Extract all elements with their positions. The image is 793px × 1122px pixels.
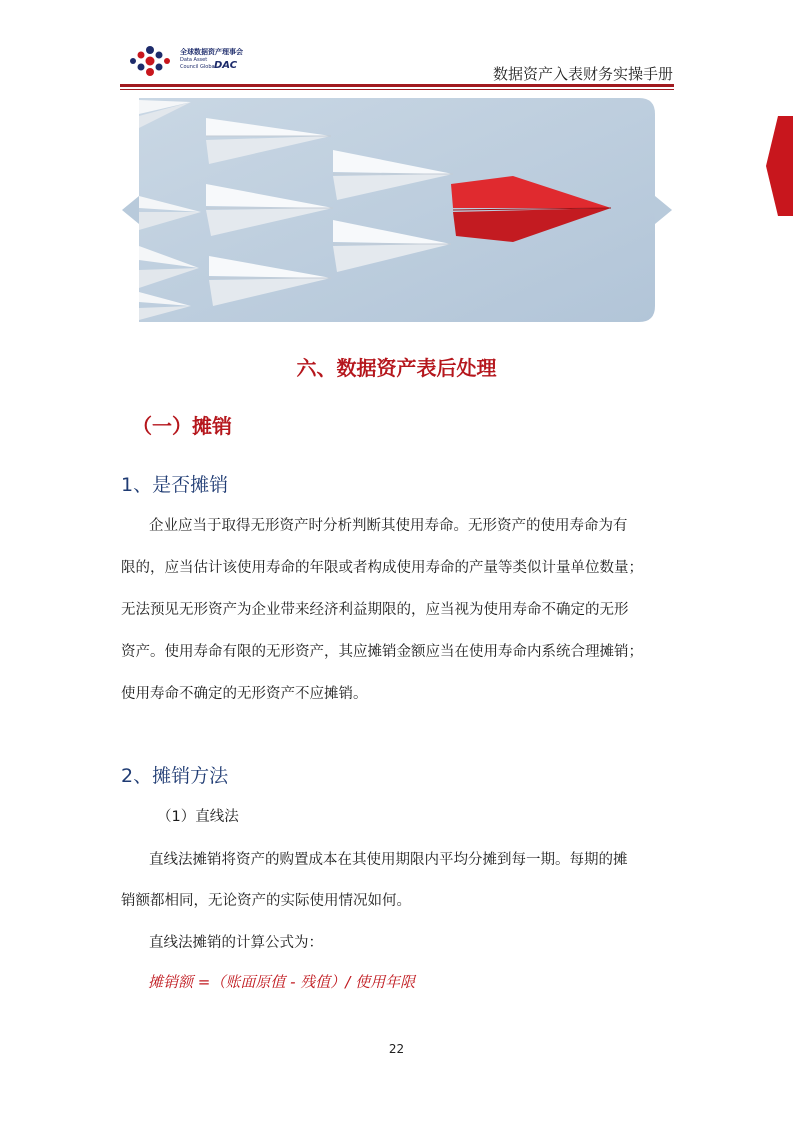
document-title: 数据资产入表财务实操手册 [492, 65, 673, 83]
side-tab-marker [766, 116, 793, 216]
paragraph-line: 无法预见无形资产为企业带来经济利益期限的，应当视为使用寿命不确定的无形 [121, 602, 629, 618]
header-rule-thick [120, 84, 674, 87]
amortization-formula: 摊销额 =（账面原值 - 残值）/ 使用年限 [148, 973, 416, 991]
paragraph-line: 企业应当于取得无形资产时分析判断其使用寿命。无形资产的使用寿命为有 [149, 518, 628, 534]
logo-name-en-2: Council Global [180, 64, 216, 70]
logo-abbr: DAC [214, 60, 238, 71]
page-number: 22 [388, 1042, 405, 1056]
logo-name-zh: 全球数据资产理事会 [180, 48, 243, 56]
paragraph-line: 直线法摊销的计算公式为： [149, 935, 323, 951]
logo-name-en-1: Data Asset [180, 57, 208, 63]
header-rule-thin [120, 89, 674, 90]
logo-dots-icon [128, 44, 178, 78]
paragraph-line: 使用寿命不确定的无形资产不应摊销。 [121, 686, 368, 702]
paragraph-line: 销额都相同，无论资产的实际使用情况如何。 [121, 893, 411, 909]
heading-amortization-methods: 2、摊销方法 [121, 765, 229, 787]
heading-whether-amortize: 1、是否摊销 [121, 474, 229, 496]
paragraph-line: 限的，应当估计该使用寿命的年限或者构成使用寿命的产量等类似计量单位数量； [121, 560, 643, 576]
paragraph-line: 直线法摊销将资产的购置成本在其使用期限内平均分摊到每一期。每期的摊 [149, 852, 628, 868]
organization-logo [128, 44, 258, 78]
section-title: 六、数据资产表后处理 [296, 356, 497, 380]
straight-line-method-title: （1）直线法 [157, 809, 239, 825]
subsection-title: （一）摊销 [132, 414, 232, 438]
banner-image [121, 96, 672, 324]
paragraph-line: 资产。使用寿命有限的无形资产，其应摊销金额应当在使用寿命内系统合理摊销； [121, 644, 643, 660]
